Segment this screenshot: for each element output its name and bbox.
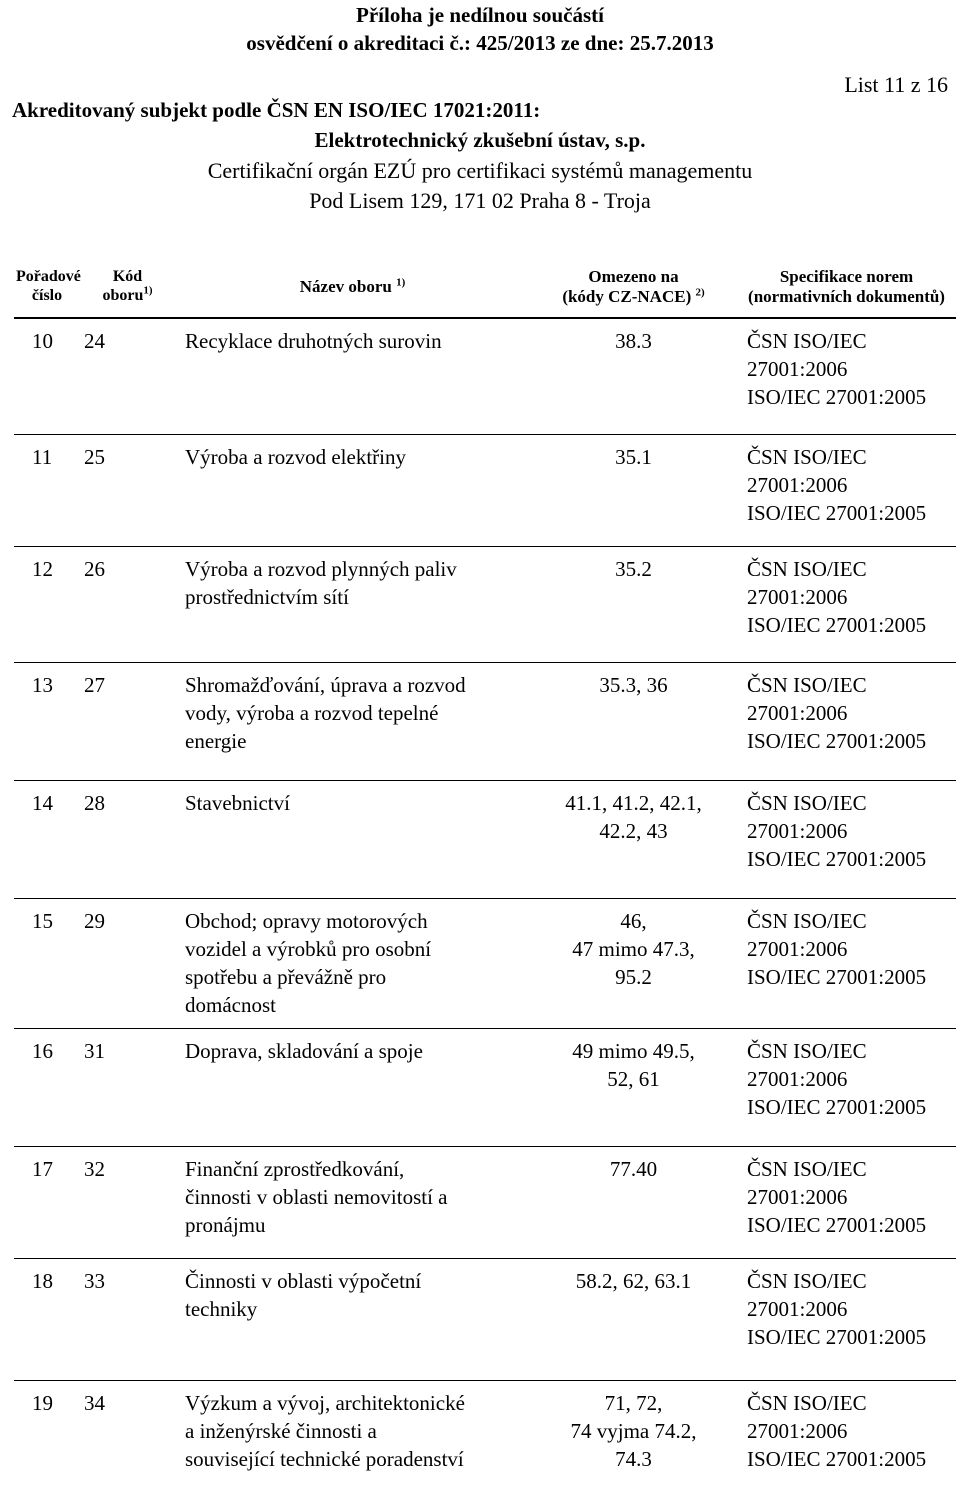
standard-line: ČSN ISO/IEC: [747, 1268, 867, 1293]
standard-line: 27001:2006: [747, 357, 848, 381]
row-standards: [737, 318, 956, 434]
header-name-footnote: 1): [396, 276, 406, 289]
scope-table: [14, 256, 956, 1496]
standard-line: 27001:2006: [747, 1066, 848, 1091]
header-code: [80, 256, 175, 318]
standard-line: ČSN ISO/IEC: [747, 1156, 867, 1181]
row-nace-codes: [530, 780, 737, 898]
row-field-name: [175, 898, 530, 1028]
standard-line: 27001:2006: [747, 584, 848, 609]
standard-line: ISO/IEC 27001:2005: [747, 385, 927, 409]
row-nace-codes: [530, 318, 737, 434]
nace-line: 46,: [620, 908, 647, 933]
field-name-line: energie: [185, 728, 247, 753]
standard-line: 27001:2006: [747, 1184, 848, 1209]
header-spec: [737, 256, 956, 318]
standard-line: ISO/IEC 27001:2005: [747, 846, 927, 871]
row-field-code: 31: [80, 1028, 175, 1146]
table-row: [14, 1146, 956, 1258]
row-standards: [737, 1380, 956, 1496]
standard-line: 27001:2006: [747, 936, 848, 961]
row-nace-codes: [530, 1146, 737, 1258]
header-limited-footnote: 2): [695, 285, 705, 298]
row-order-number: 14: [14, 780, 80, 898]
address: Pod Lisem 129, 171 02 Praha 8 - Troja: [309, 188, 651, 213]
field-name-line: Stavebnictví: [185, 790, 290, 815]
nace-line: 71, 72,: [604, 1390, 663, 1415]
row-field-code: 28: [80, 780, 175, 898]
field-name-line: činnosti v oblasti nemovitostí a: [185, 1184, 448, 1209]
table-row: [14, 1258, 956, 1380]
header-name-text: Název oboru: [299, 276, 392, 296]
header-order-line2: číslo: [31, 286, 63, 304]
row-field-name: [175, 1028, 530, 1146]
nace-line: 35.3, 36: [599, 672, 668, 697]
row-standards: [737, 546, 956, 662]
nace-line: 38.3: [615, 329, 652, 353]
row-field-name: [175, 1258, 530, 1380]
standard-line: 27001:2006: [747, 700, 848, 725]
row-nace-codes: [530, 1028, 737, 1146]
nace-line: 58.2, 62, 63.1: [575, 1268, 692, 1293]
standard-line: ČSN ISO/IEC: [747, 790, 867, 815]
nace-line: 74.3: [615, 1446, 652, 1471]
institute-name: Elektrotechnický zkušební ústav, s.p.: [314, 128, 646, 152]
standard-line: 27001:2006: [747, 1418, 848, 1443]
field-name-line: související technické poradenství: [185, 1446, 464, 1471]
header-limited-line1: Omezeno na: [588, 266, 679, 286]
field-name-line: Výroba a rozvod elektřiny: [185, 444, 407, 469]
nace-line: 35.2: [615, 556, 652, 581]
accredited-subject-label: Akreditovaný subjekt podle ČSN EN ISO/IEC 17021:2011:: [12, 98, 541, 122]
table-row: [14, 898, 956, 1028]
row-field-name: [175, 662, 530, 780]
standard-line: 27001:2006: [747, 818, 848, 843]
field-name-line: Shromažďování, úprava a rozvod: [185, 672, 466, 697]
field-name-line: pronájmu: [185, 1212, 266, 1237]
page-number: List 11 z 16: [844, 72, 948, 97]
header-order: [14, 256, 80, 318]
standard-line: ISO/IEC 27001:2005: [747, 500, 927, 525]
row-field-code: 33: [80, 1258, 175, 1380]
row-standards: [737, 662, 956, 780]
field-name-line: Výroba a rozvod plynných paliv: [185, 556, 457, 581]
header-code-footnote: 1): [143, 284, 153, 297]
table-row: [14, 546, 956, 662]
row-field-code: 27: [80, 662, 175, 780]
table-row: [14, 434, 956, 546]
row-order-number: 16: [14, 1028, 80, 1146]
row-nace-codes: [530, 434, 737, 546]
header-certificate-ref: osvědčení o akreditaci č.: 425/2013 ze dne: 25.7.2013: [246, 31, 714, 55]
field-name-line: Doprava, skladování a spoje: [185, 1038, 423, 1063]
row-field-name: [175, 546, 530, 662]
row-standards: [737, 1146, 956, 1258]
standard-line: ISO/IEC 27001:2005: [747, 1212, 927, 1237]
nace-line: 49 mimo 49.5,: [572, 1038, 695, 1063]
row-field-name: [175, 318, 530, 434]
standard-line: 27001:2006: [747, 1296, 848, 1321]
field-name-line: Výzkum a vývoj, architektonické: [185, 1390, 465, 1415]
row-field-code: 25: [80, 434, 175, 546]
nace-line: 41.1, 41.2, 42.1,: [565, 790, 702, 815]
row-order-number: 15: [14, 898, 80, 1028]
row-order-number: 17: [14, 1146, 80, 1258]
row-order-number: 11: [14, 434, 80, 546]
table-row: [14, 1028, 956, 1146]
field-name-line: spotřebu a převážně pro: [185, 964, 387, 989]
header-name: [175, 256, 530, 318]
table-body: [14, 318, 956, 1496]
field-name-line: Činnosti v oblasti výpočetní: [185, 1268, 422, 1293]
row-field-code: 24: [80, 318, 175, 434]
certification-body: Certifikační orgán EZÚ pro certifikaci systémů managementu: [207, 158, 753, 183]
standard-line: ČSN ISO/IEC: [747, 329, 867, 353]
standard-line: ČSN ISO/IEC: [747, 1390, 867, 1415]
row-standards: [737, 1258, 956, 1380]
field-name-line: Obchod; opravy motorových: [185, 908, 428, 933]
standard-line: ČSN ISO/IEC: [747, 444, 867, 469]
standard-line: ISO/IEC 27001:2005: [747, 612, 927, 637]
row-standards: [737, 898, 956, 1028]
standard-line: ČSN ISO/IEC: [747, 908, 867, 933]
row-nace-codes: [530, 1258, 737, 1380]
header-order-line1: Pořadové: [16, 268, 81, 286]
row-nace-codes: [530, 1380, 737, 1496]
field-name-line: Finanční zprostředkování,: [185, 1156, 405, 1181]
standard-line: 27001:2006: [747, 472, 848, 497]
field-name-line: domácnost: [185, 992, 276, 1017]
row-field-code: 34: [84, 1390, 105, 1415]
nace-line: 77.40: [609, 1156, 658, 1181]
row-order-number: 10: [14, 318, 80, 434]
table-header-row: [14, 256, 956, 318]
row-standards: [737, 1028, 956, 1146]
header-limited: [530, 256, 737, 318]
table-row: [14, 318, 956, 434]
header-limited-line2: (kódy CZ-NACE): [562, 286, 692, 306]
row-order-number: 19: [32, 1390, 53, 1415]
row-field-name: [175, 1380, 530, 1496]
field-name-line: techniky: [185, 1296, 258, 1321]
row-order-number: 13: [14, 662, 80, 780]
header-spec-line2: (normativních dokumentů): [748, 286, 945, 306]
standard-line: ISO/IEC 27001:2005: [747, 1324, 927, 1349]
row-nace-codes: [530, 662, 737, 780]
standard-line: ISO/IEC 27001:2005: [747, 1094, 927, 1119]
header-annex-note: Příloha je nedílnou součástí: [356, 3, 604, 27]
standard-line: ISO/IEC 27001:2005: [747, 1446, 927, 1471]
header-spec-line1: Specifikace norem: [779, 266, 914, 286]
table-row: [14, 780, 956, 898]
row-field-name: [175, 1146, 530, 1258]
row-order-number: 12: [14, 546, 80, 662]
standard-line: ČSN ISO/IEC: [747, 1038, 867, 1063]
nace-line: 52, 61: [607, 1066, 660, 1091]
table-row: [14, 1380, 956, 1496]
nace-line: 47 mimo 47.3,: [572, 936, 695, 961]
field-name-line: a inženýrské činnosti a: [185, 1418, 377, 1443]
standard-line: ČSN ISO/IEC: [747, 672, 867, 697]
nace-line: 95.2: [615, 964, 652, 989]
field-name-line: Recyklace druhotných surovin: [185, 329, 442, 353]
field-name-line: vozidel a výrobků pro osobní: [185, 936, 432, 961]
standard-line: ISO/IEC 27001:2005: [747, 964, 927, 989]
row-field-code: 29: [80, 898, 175, 1028]
row-field-name: [175, 434, 530, 546]
row-standards: [737, 434, 956, 546]
row-nace-codes: [530, 546, 737, 662]
row-nace-codes: [530, 898, 737, 1028]
header-code-line1: Kód: [112, 268, 143, 286]
nace-line: 74 vyjma 74.2,: [570, 1418, 697, 1443]
standard-line: ISO/IEC 27001:2005: [747, 728, 927, 753]
field-name-line: prostřednictvím sítí: [185, 584, 349, 609]
row-field-name: [175, 780, 530, 898]
row-order-number: 18: [14, 1258, 80, 1380]
nace-line: 42.2, 43: [599, 818, 668, 843]
row-field-code: 26: [80, 546, 175, 662]
row-standards: [737, 780, 956, 898]
nace-line: 35.1: [615, 444, 652, 469]
row-field-code: 32: [80, 1146, 175, 1258]
standard-line: ČSN ISO/IEC: [747, 556, 867, 581]
header-code-line2: oboru: [102, 286, 144, 304]
table-row: [14, 662, 956, 780]
field-name-line: vody, výroba a rozvod tepelné: [185, 700, 439, 725]
